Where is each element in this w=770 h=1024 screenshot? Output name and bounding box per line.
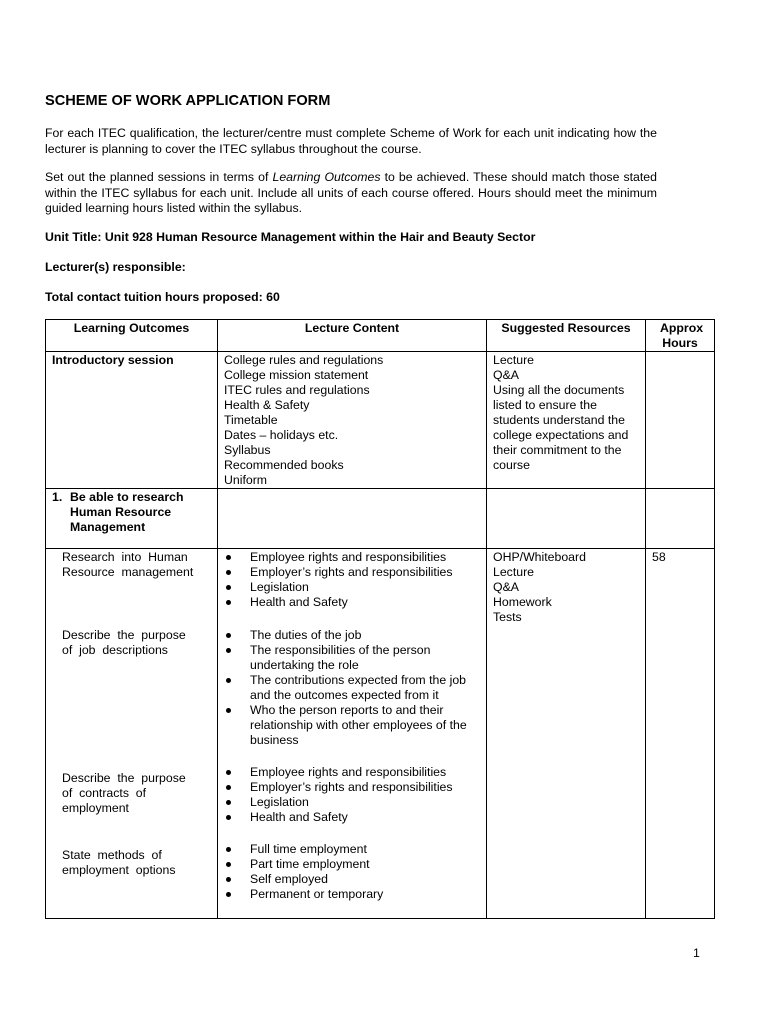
intro-resources-list (493, 353, 639, 473)
bullet-list (218, 628, 486, 748)
header-approx-hours-text: Approx Hours (660, 321, 704, 350)
bullet-item: Part time employment (218, 857, 478, 872)
intro-content-cell (218, 352, 487, 489)
list-item: Q&A (493, 580, 519, 594)
outcome-line: Research into Human (62, 550, 188, 564)
intro-paragraph: For each ITEC qualification, the lecturer/centre must complete Scheme of Work for each unit indicating how the lecturer is planning to cover the ITEC syllabus throughout the course. (45, 126, 657, 156)
bullet-item: The contributions expected from the job and the outcomes expected from it (218, 673, 478, 703)
bullet-item: Employer’s rights and responsibilities (218, 780, 478, 795)
list-item: their commitment to the (493, 443, 622, 457)
outcome-line: employment (62, 801, 129, 815)
outcome-block (46, 628, 217, 765)
page-number: 1 (693, 946, 700, 960)
total-hours: Total contact tuition hours proposed: 60 (45, 290, 280, 304)
list-item: Timetable (224, 413, 278, 427)
intro-outcome: Introductory session (52, 353, 174, 367)
instructions-text-before: Set out the planned sessions in terms of (45, 170, 273, 184)
lo1-outcomes-cell (46, 549, 218, 919)
lo1-content-cell (218, 549, 487, 919)
lo1-text-line: Be able to research (70, 490, 184, 504)
outcome-block (46, 848, 217, 918)
bullet-item: Who the person reports to and their relationship with other employees of the business (218, 703, 478, 748)
list-item: Using all the documents (493, 383, 625, 397)
lo1-heading-resources-cell (487, 489, 646, 549)
lo1-hours: 58 (652, 550, 666, 564)
lo1-heading-hours-cell (646, 489, 715, 549)
list-item: Recommended books (224, 458, 344, 472)
lo1-heading-content-cell (218, 489, 487, 549)
outcome-line: of contracts of (62, 786, 147, 800)
list-item: College mission statement (224, 368, 369, 382)
bullet-item: Legislation (218, 580, 478, 595)
intro-hours-cell (646, 352, 715, 489)
lo1-number: 1. (52, 490, 63, 504)
header-approx-hours (646, 320, 715, 352)
bullet-list (218, 765, 486, 825)
instructions-paragraph (45, 170, 657, 217)
lo1-outcomes (46, 550, 217, 918)
bullet-item: Legislation (218, 795, 478, 810)
intro-content-list (224, 353, 480, 488)
list-item: Syllabus (224, 443, 271, 457)
lo1-resources-cell (487, 549, 646, 919)
outcome-block (46, 765, 217, 848)
list-item: Dates – holidays etc. (224, 428, 339, 442)
lo1-resources-list (493, 550, 639, 625)
content-block (218, 550, 486, 628)
list-item: Uniform (224, 473, 268, 487)
outcome-block (46, 550, 217, 628)
list-item: Health & Safety (224, 398, 310, 412)
list-item: course (493, 458, 530, 472)
bullet-item: The duties of the job (218, 628, 478, 643)
outcome-line: of job descriptions (62, 643, 168, 657)
list-item: listed to ensure the (493, 398, 597, 412)
list-item: Lecture (493, 565, 535, 579)
list-item: OHP/Whiteboard (493, 550, 586, 564)
scheme-table (45, 319, 715, 919)
lo1-text (70, 490, 183, 535)
list-item: Lecture (493, 353, 535, 367)
instructions-text-after: to be achieved. These should match those stated within the ITEC syllabus for each unit. Include all units of each course offered. Hours should meet the minimum guided learning hours listed within the syllabus. (45, 170, 657, 215)
table-header-row (46, 320, 715, 352)
list-item: Q&A (493, 368, 519, 382)
outcome-line: employment options (62, 863, 176, 877)
bullet-item: Health and Safety (218, 595, 478, 610)
bullet-item: Full time employment (218, 842, 478, 857)
lo1-heading (52, 490, 211, 535)
list-item: College rules and regulations (224, 353, 384, 367)
outcome-line: State methods of (62, 848, 162, 862)
outcome-line: Describe the purpose (62, 628, 186, 642)
intro-outcome-cell (46, 352, 218, 489)
header-learning-outcomes: Learning Outcomes (46, 320, 218, 352)
bullet-list (218, 550, 486, 610)
table-row-lo1-heading (46, 489, 715, 549)
lo1-content (218, 550, 486, 912)
table-row-lo1-detail (46, 549, 715, 919)
bullet-item: The responsibilities of the person undertaking the role (218, 643, 478, 673)
content-block (218, 765, 486, 842)
list-item: Homework (493, 595, 552, 609)
list-item: Tests (493, 610, 522, 624)
bullet-item: Permanent or temporary (218, 887, 478, 902)
unit-title: Unit Title: Unit 928 Human Resource Management within the Hair and Beauty Sector (45, 230, 536, 244)
content-block (218, 628, 486, 765)
outcome-line: Resource management (62, 565, 194, 579)
lo1-text-line: Management (70, 520, 146, 534)
instructions-emphasis: Learning Outcomes (272, 170, 381, 184)
lecturers-responsible: Lecturer(s) responsible: (45, 260, 186, 274)
list-item: students understand the (493, 413, 625, 427)
lo1-heading-cell (46, 489, 218, 549)
list-item: ITEC rules and regulations (224, 383, 370, 397)
header-lecture-content: Lecture Content (218, 320, 487, 352)
bullet-item: Employee rights and responsibilities (218, 765, 478, 780)
lo1-hours-cell (646, 549, 715, 919)
bullet-item: Employee rights and responsibilities (218, 550, 478, 565)
table-row-intro (46, 352, 715, 489)
intro-resources-cell (487, 352, 646, 489)
bullet-item: Employer’s rights and responsibilities (218, 565, 478, 580)
lo1-text-line: Human Resource (70, 505, 172, 519)
content-block (218, 842, 486, 912)
list-item: college expectations and (493, 428, 629, 442)
bullet-list (218, 842, 486, 902)
header-suggested-resources: Suggested Resources (487, 320, 646, 352)
bullet-item: Health and Safety (218, 810, 478, 825)
form-title: SCHEME OF WORK APPLICATION FORM (45, 93, 331, 109)
bullet-item: Self employed (218, 872, 478, 887)
outcome-line: Describe the purpose (62, 771, 186, 785)
